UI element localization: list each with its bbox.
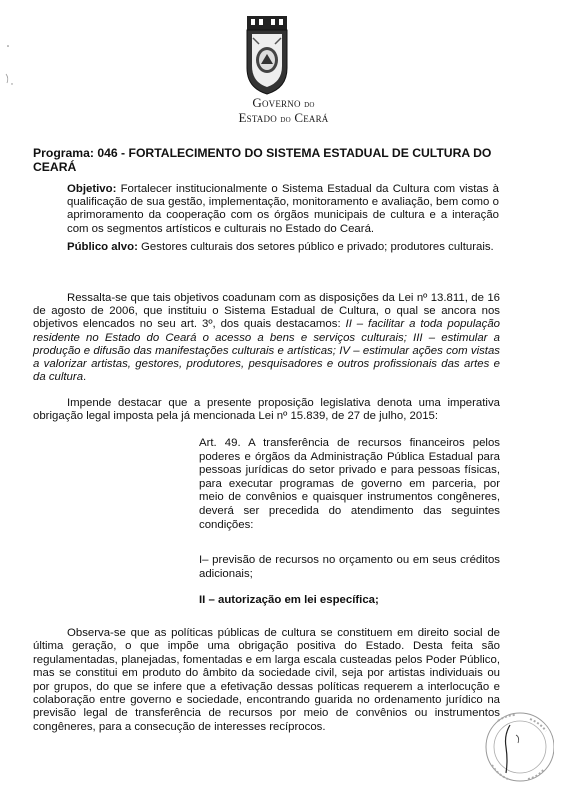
quote-item-2: II – autorização em lei específica; [199, 594, 379, 606]
paragraph-legal-obligation: Impende destacar que a presente proposição legislativa denota uma imperativa obrigação legal imposta pela já mencionada Lei nº 15.839, de 27 de julho, 2015: [33, 397, 500, 423]
protocol-stamp-icon [468, 705, 554, 785]
paragraph1-italic: II – facilitar a toda população residente no Estado do Ceará o acesso a bens e serviços culturais; III – estimular a produção e difusão das manifestações culturais e artísticas; IV – estimular ações com vistas a valorizar artistas, gestores, produtores, pesquisadores e outros profissionais das artes e da cultura [33, 318, 500, 384]
audience-text: Gestores culturais dos setores público e privado; produtores culturais. [137, 241, 494, 253]
quote-article-49: Art. 49. A transferência de recursos financeiros pelos poderes e órgãos da Administração Pública Estadual para pessoas jurídicas do setor privado e para pessoas físicas, para executar programas de governo em parceria, por meio de convênios e quaisquer instrumentos congêneres, deverá ser precedida do atendimento das seguintes condições: [199, 437, 500, 531]
paragraph1-lead: Ressalta-se que tais objetivos coadunam com as disposições da Lei nº 13.811, de 16 de agosto de 2006, que instituiu o Sistema Estadual de Cultura, o qual se ancora nos objetivos elencados no seu art. 3º, dos quais destacamos: [33, 292, 500, 331]
paragraph1-end: . [83, 371, 87, 384]
program-title: Programa: 046 - FORTALECIMENTO DO SISTEMA ESTADUAL DE CULTURA DO CEARÁ [33, 146, 492, 174]
state-coat-of-arms-icon [243, 16, 291, 96]
header-government-word: Governo [252, 95, 301, 110]
quote-item-1: I– previsão de recursos no orçamento ou em seus créditos adicionais; [199, 554, 500, 580]
objective-text: Fortalecer institucionalmente o Sistema Estadual da Cultura com vistas à qualificação de sua gestão, implementação, monitoramento e avaliação, bem como o aprimoramento da cooperação com os órgãos municipais de cultura e a interação com os segmentos artísticos e culturais no Estado do Ceará. [67, 183, 499, 235]
margin-marks [2, 40, 22, 100]
header-government-prep: do [304, 99, 315, 110]
audience-label: Público alvo: [67, 241, 138, 253]
header-government [0, 95, 567, 111]
paragraph-objectives-law [33, 292, 500, 384]
header-state-name: Ceará [294, 110, 329, 125]
header-state [0, 110, 567, 126]
paragraph-cultural-policies: Observa-se que as políticas públicas de cultura se constituem em direito social de última geração, o que impõe uma obrigação positiva do Estado. Desta feita são regulamentadas, planejadas, fomentadas e em larga escala custeadas pelos Poder Público, mas se constitui em produto do âmbito da sociedade civil, seja por artistas individuais ou por grupos, do que se infere que a efetivação dessas políticas requerem a interlocução e colaboração entre governo e sociedade, encontrando guarida no ordenamento jurídico na previsão legal de transferência de recursos por meio de convênios ou instrumentos congêneres, para a consecução de interesses recíprocos. [33, 627, 500, 733]
header-state-word: Estado [238, 110, 277, 125]
audience-paragraph [67, 241, 499, 254]
objective-paragraph [67, 183, 499, 236]
objective-label: Objetivo: [67, 183, 117, 195]
header-state-prep: do [280, 114, 291, 125]
